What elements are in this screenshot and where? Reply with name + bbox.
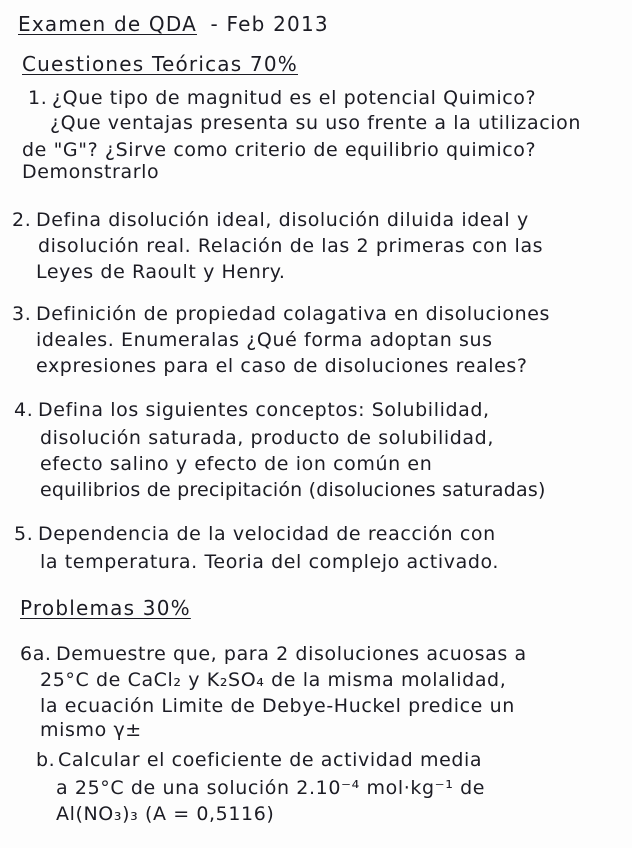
question-line: expresiones para el caso de disoluciones reales? (36, 355, 528, 377)
exam-title-text: Examen de QDA (18, 12, 197, 36)
question-line: de "G"? ¿Sirve como criterio de equilibrio quimico? (22, 139, 537, 161)
question-text: Defina disolución ideal, disolución diluida ideal y (36, 209, 529, 231)
question-line: ideales. Enumeralas ¿Qué forma adoptan sus (36, 329, 493, 351)
problem-number: 6a. (20, 643, 52, 665)
question-line: Leyes de Raoult y Henry. (36, 261, 286, 283)
question-line: equilibrios de precipitación (disoluciones saturadas) (40, 479, 546, 501)
question-text: Dependencia de la velocidad de reacción con (38, 523, 496, 545)
question-number: 4. (14, 399, 34, 421)
problem-text: Calcular el coeficiente de actividad media (58, 749, 483, 771)
question-text: ¿Que tipo de magnitud es el potencial Quimico? (52, 87, 537, 109)
problem-line (36, 748, 482, 772)
problem-number: b. (36, 749, 56, 771)
question-line: Demonstrarlo (22, 161, 160, 183)
question-number: 2. (12, 209, 32, 231)
question-line (12, 208, 529, 232)
question-number: 3. (12, 303, 32, 325)
question-text: Defina los siguientes conceptos: Solubilidad, (38, 399, 490, 421)
problem-line: Al(NO₃)₃ (A = 0,5116) (56, 803, 275, 825)
question-line: disolución real. Relación de las 2 primeras con las (38, 235, 544, 257)
problem-line: mismo γ± (40, 719, 142, 741)
question-line (12, 302, 550, 326)
question-line (28, 86, 536, 110)
problem-line: 25°C de CaCl₂ y K₂SO₄ de la misma molalidad, (40, 669, 507, 691)
question-number: 5. (14, 523, 34, 545)
question-line (14, 398, 490, 422)
theory-heading: Cuestiones Teóricas 70% (22, 52, 298, 76)
question-line (14, 522, 496, 546)
question-text: Definición de propiedad colagativa en disoluciones (36, 303, 551, 325)
exam-date: - Feb 2013 (210, 12, 329, 36)
question-line: ¿Que ventajas presenta su uso frente a la utilizacion (50, 112, 582, 134)
exam-title (18, 12, 329, 36)
question-line: la temperatura. Teoria del complejo activado. (40, 551, 500, 573)
problem-line (20, 642, 527, 666)
question-number: 1. (28, 87, 48, 109)
problem-text: Demuestre que, para 2 disoluciones acuosas a (56, 643, 527, 665)
problem-line: a 25°C de una solución 2.10⁻⁴ mol·kg⁻¹ de (56, 777, 486, 799)
problem-line: la ecuación Limite de Debye-Huckel predice un (40, 695, 515, 717)
question-line: efecto salino y efecto de ion común en (40, 453, 433, 475)
problems-heading: Problemas 30% (20, 596, 191, 620)
question-line: disolución saturada, producto de solubilidad, (40, 427, 494, 449)
